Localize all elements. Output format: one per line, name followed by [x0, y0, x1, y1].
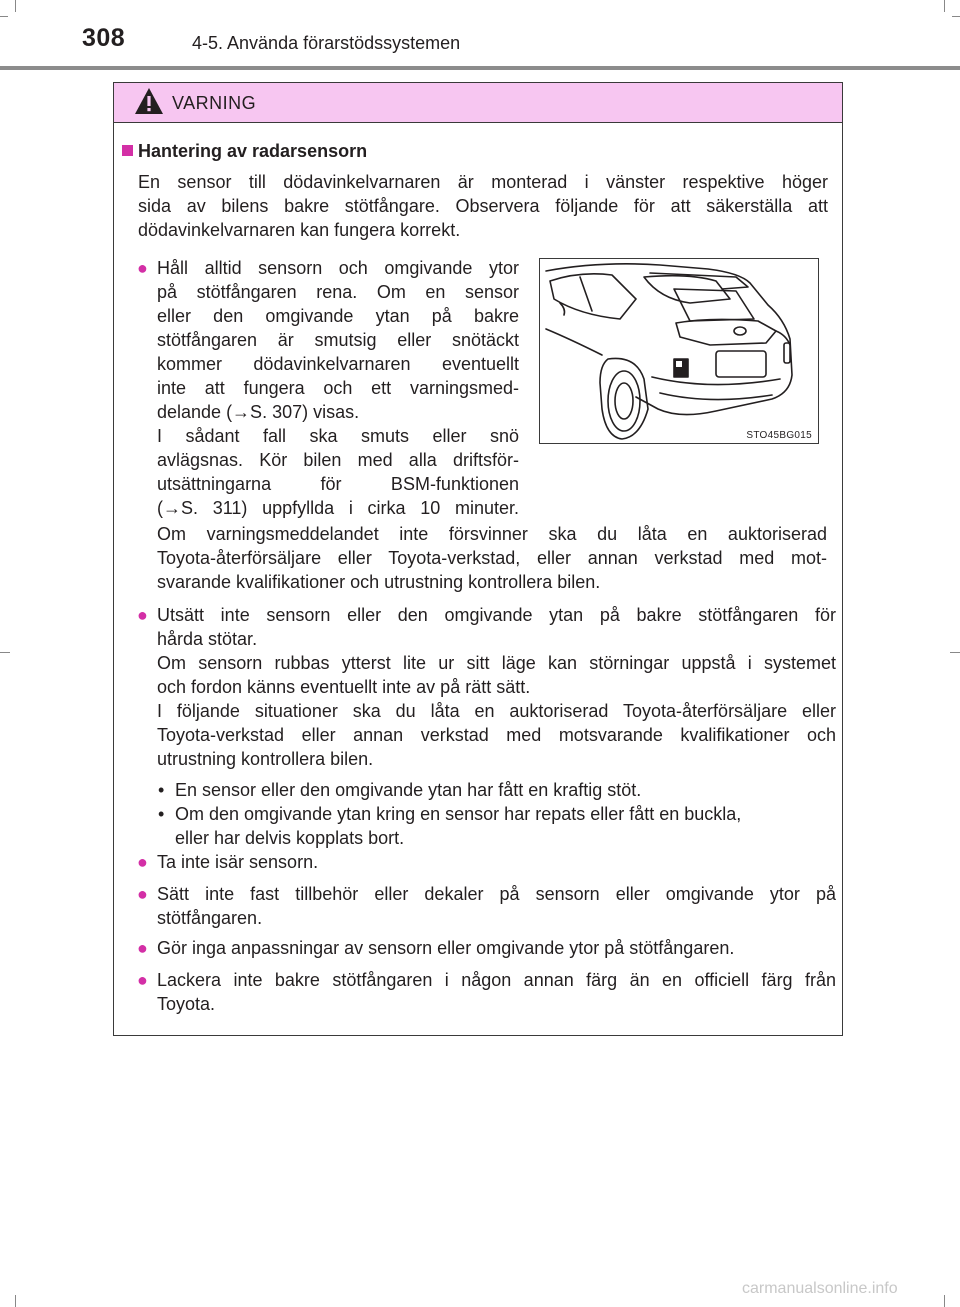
bullet-icon: ●: [137, 852, 148, 872]
item1-line: inte att fungera och ett varningsmed-: [157, 378, 519, 398]
header-rule: [0, 66, 960, 70]
item1-line: stötfångaren är smutsig eller snötäckt: [157, 330, 519, 350]
item6-line: Lackera inte bakre stötfångaren i någon annan färg än en officiell färg från: [157, 970, 836, 990]
item6-line: Toyota.: [157, 994, 216, 1014]
page-number: 308: [82, 24, 126, 52]
sub-bullet-text: eller har delvis kopplats bort.: [175, 828, 405, 848]
item1-line: Håll alltid sensorn och omgivande ytor: [157, 258, 519, 278]
item1-cont-line: Om varningsmeddelandet inte försvinner ska du låta en auktoriserad: [157, 524, 827, 544]
item1-line: eller den omgivande ytan på bakre: [157, 306, 519, 326]
subheading: Hantering av radarsensorn: [138, 141, 368, 161]
car-rear-illustration: [539, 258, 819, 444]
warning-triangle-icon: [134, 87, 164, 115]
crop-mark: [952, 16, 960, 17]
crop-mark: [15, 0, 16, 12]
section-title: 4-5. Använda förarstödssystemen: [192, 33, 461, 53]
bullet-icon: ●: [137, 605, 148, 625]
warning-title: VARNING: [172, 93, 257, 113]
item1-cont-line: Toyota-återförsäljare eller Toyota-verkstad, eller annan verkstad med mot-: [157, 548, 827, 568]
item1-line: I sådant fall ska smuts eller snö: [157, 426, 519, 446]
item3-text: Ta inte isär sensorn.: [157, 852, 319, 872]
item2-line: Toyota-verkstad eller annan verkstad med motsvarande kvalifikationer och: [157, 725, 836, 745]
subheading-square-icon: [122, 145, 133, 156]
bullet-icon: ●: [137, 884, 148, 904]
item4-line: stötfångaren.: [157, 908, 263, 928]
crop-mark: [15, 1295, 16, 1307]
sub-bullet-dot: •: [158, 804, 165, 824]
intro-line: sida av bilens bakre stötfångare. Observera följande för att säkerställa att: [138, 196, 828, 216]
warning-header: [114, 83, 842, 123]
item4-line: Sätt inte fast tillbehör eller dekaler på sensorn eller omgivande ytor på: [157, 884, 836, 904]
item2-line: I följande situationer ska du låta en auktoriserad Toyota-återförsäljare eller: [157, 701, 836, 721]
crop-mark: [0, 652, 10, 653]
item1-line: delande (→S. 307) visas.: [157, 402, 360, 422]
item2-line: hårda stötar.: [157, 629, 258, 649]
item2-line: utrustning kontrollera bilen.: [157, 749, 374, 769]
intro-line: dödavinkelvarnaren kan fungera korrekt.: [138, 220, 461, 240]
car-rear-drawing: [540, 259, 819, 444]
item1-cont-line: svarande kvalifikationer och utrustning kontrollera bilen.: [157, 572, 601, 592]
item1-line: utsättningarna för BSM-funktionen: [157, 474, 519, 494]
bullet-icon: ●: [137, 970, 148, 990]
crop-mark: [944, 1295, 945, 1307]
item5-text: Gör inga anpassningar av sensorn eller omgivande ytor på stötfångaren.: [157, 938, 735, 958]
item1-line: på stötfångaren rena. Om en sensor: [157, 282, 519, 302]
item2-line: Utsätt inte sensorn eller den omgivande ytan på bakre stötfångaren för: [157, 605, 836, 625]
bullet-icon: ●: [137, 938, 148, 958]
item1-line: avlägsnas. Kör bilen med alla driftsför-: [157, 450, 519, 470]
watermark: carmanualsonline.info: [742, 1280, 898, 1297]
item2-line: Om sensorn rubbas ytterst lite ur sitt läge kan störningar uppstå i systemet: [157, 653, 836, 673]
bullet-icon: ●: [137, 258, 148, 278]
sub-bullet-dot: •: [158, 780, 165, 800]
item1-line: (→S. 311) uppfyllda i cirka 10 minuter.: [157, 498, 519, 518]
item2-line: och fordon känns eventuellt inte av på rätt sätt.: [157, 677, 531, 697]
crop-mark: [950, 652, 960, 653]
crop-mark: [0, 16, 8, 17]
item1-line: kommer dödavinkelvarnaren eventuellt: [157, 354, 519, 374]
sub-bullet-text: Om den omgivande ytan kring en sensor har repats eller fått en buckla,: [175, 804, 742, 824]
intro-line: En sensor till dödavinkelvarnaren är monterad i vänster respektive höger: [138, 172, 828, 192]
crop-mark: [944, 0, 945, 12]
figure-code: STO45BG015: [746, 430, 812, 441]
sub-bullet-text: En sensor eller den omgivande ytan har fått en kraftig stöt.: [175, 780, 642, 800]
